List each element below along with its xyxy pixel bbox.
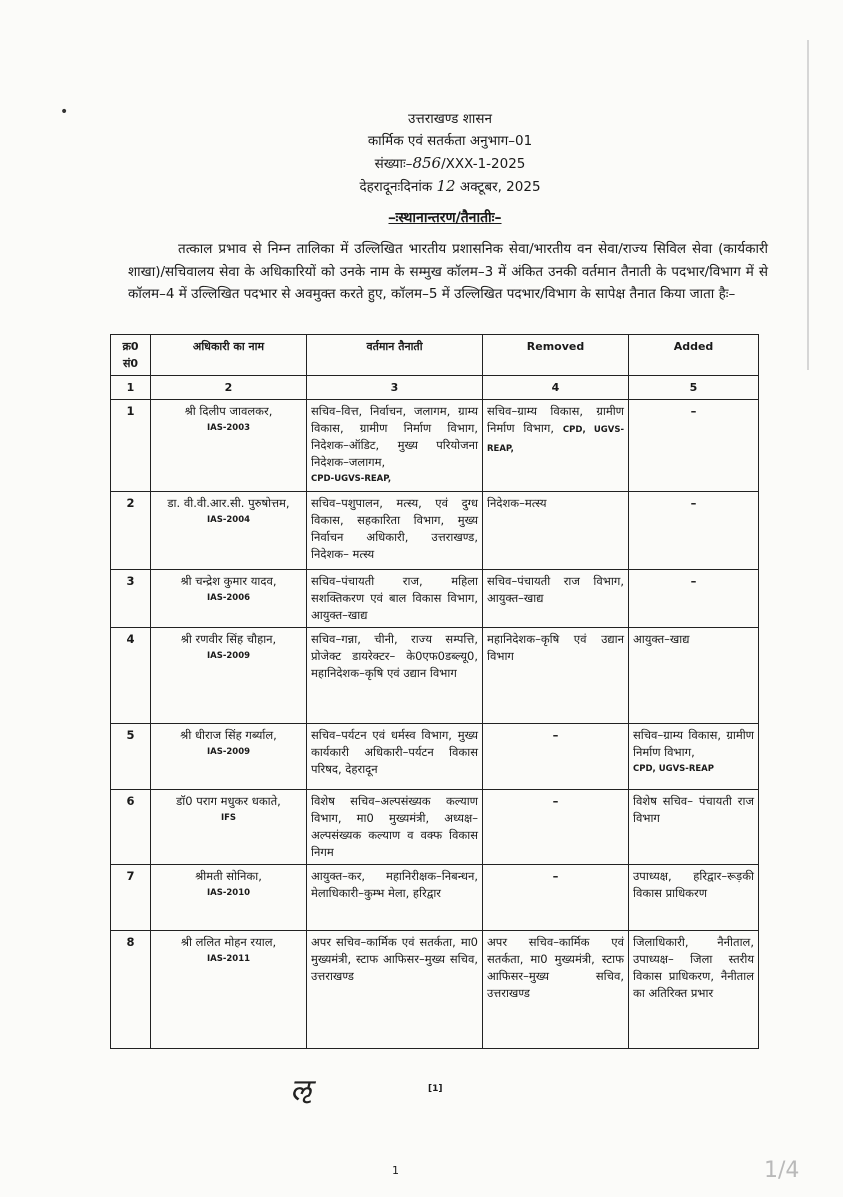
intro-paragraph: तत्काल प्रभाव से निम्न तालिका में उल्लिखित भारतीय प्रशासनिक सेवा/भारतीय वन सेवा/राज्य सिविल सेवा (कार्यकारी शाखा)/सचिवालय सेवा के अधिकारियों को उनके नाम के सम्मुख कॉलम–3 में अंकित उनकी वर्तमान तैनाती के पदभार/विभाग में से कॉलम–4 में उल्लिखित पदभार से अवमुक्त करते हुए, कॉलम–5 में उल्लिखित पदभार/विभाग के सापेक्ष तैनात किया जाता हैः–	[128, 241, 768, 302]
table-header-row	[111, 335, 759, 376]
handwritten-number: 856	[412, 154, 442, 172]
service-batch: IAS-2003	[206, 423, 251, 433]
header-current-posting: वर्तमान तैनाती	[307, 335, 483, 376]
officer-name: श्रीमती सोनिका,	[195, 869, 262, 883]
serial-number: 7	[111, 865, 151, 931]
reference-number: संख्याः–856/XXX-1-2025	[374, 154, 526, 172]
current-posting: सचिव–पर्यटन एवं धर्मस्व विभाग, मुख्य कार्यकारी अधिकारी–पर्यटन विकास परिषद, देहरादून	[307, 724, 483, 790]
service-batch: IAS-2004	[206, 515, 251, 525]
serial-number: 3	[111, 570, 151, 628]
removed-charge: –	[483, 790, 629, 865]
current-posting: सचिव–पशुपालन, मत्स्य, एवं दुग्ध विकास, सहकारिता विभाग, मुख्य निर्वाचन अधिकारी, उत्तराखण्ड, निदेशक– मत्स्य	[307, 492, 483, 570]
current-posting: सचिव–पंचायती राज, महिला सशक्तिकरण एवं बाल विकास विभाग, आयुक्त–खाद्य	[307, 570, 483, 628]
added-charge: –	[629, 570, 759, 628]
officer-name: श्री धीराज सिंह गर्ब्याल,	[180, 728, 277, 742]
service-batch: IAS-2009	[206, 747, 251, 757]
table-row	[111, 492, 759, 570]
added-charge: उपाध्यक्ष, हरिद्वार–रूड़की विकास प्राधिकरण	[629, 865, 759, 931]
serial-number: 6	[111, 790, 151, 865]
officer-cell	[151, 724, 307, 790]
header-officer-name: अधिकारी का नाम	[151, 335, 307, 376]
column-number: 4	[483, 376, 629, 400]
header-added: Added	[629, 335, 759, 376]
column-number-row	[111, 376, 759, 400]
officer-cell	[151, 570, 307, 628]
transfer-table	[110, 334, 759, 1049]
service-batch: IAS-2006	[206, 593, 251, 603]
officer-name: श्री ललित मोहन रयाल,	[180, 935, 277, 949]
officer-cell	[151, 628, 307, 724]
government-name: उत्तराखण्ड शासन	[407, 111, 492, 127]
column-number: 1	[111, 376, 151, 400]
added-charge: जिलाधिकारी, नैनीताल, उपाध्यक्ष– जिला स्तरीय विकास प्राधिकरण, नैनीताल का अतिरिक्त प्रभार	[629, 931, 759, 1049]
service-batch: IAS-2009	[206, 651, 251, 661]
serial-number: 4	[111, 628, 151, 724]
serial-number: 8	[111, 931, 151, 1049]
officer-name: डा. वी.वी.आर.सी. पुरुषोत्तम,	[167, 496, 290, 510]
officer-name: श्री चन्द्रेश कुमार यादव,	[180, 574, 277, 588]
current-posting: आयुक्त–कर, महानिरीक्षक–निबन्धन, मेलाधिकारी–कुम्भ मेला, हरिद्वार	[307, 865, 483, 931]
table-row	[111, 790, 759, 865]
removed-charge: सचिव–पंचायती राज विभाग, आयुक्त–खाद्य	[483, 570, 629, 628]
officer-name: डॉ0 पराग मधुकर धकाते,	[176, 794, 281, 808]
officer-cell	[151, 492, 307, 570]
removed-charge: अपर सचिव–कार्मिक एवं सतर्कता, मा0 मुख्यमंत्री, स्टाफ आफिसर–मुख्य सचिव, उत्तराखण्ड	[483, 931, 629, 1049]
current-posting: सचिव–वित्त, निर्वाचन, जलागम, ग्राम्य विकास, ग्रामीण निर्माण विभाग, निदेशक–ऑडिट, मुख्य परियोजना निदेशक–जलागम, CPD-UGVS-REAP,	[307, 400, 483, 492]
column-number: 5	[629, 376, 759, 400]
serial-number: 1	[111, 400, 151, 492]
removed-charge: –	[483, 865, 629, 931]
officer-cell	[151, 400, 307, 492]
table-row	[111, 628, 759, 724]
handwritten-date: 12	[436, 177, 456, 195]
signature: ऌ	[290, 1073, 311, 1108]
added-charge: –	[629, 400, 759, 492]
current-posting: विशेष सचिव–अल्पसंख्यक कल्याण विभाग, मा0 मुख्यमंत्री, अध्यक्ष– अल्पसंख्यक कल्याण व वक्फ विकास निगम	[307, 790, 483, 865]
added-charge: सचिव–ग्राम्य विकास, ग्रामीण निर्माण विभाग, CPD, UGVS-REAP	[629, 724, 759, 790]
table-body	[111, 400, 759, 1049]
table-row	[111, 931, 759, 1049]
officer-name: श्री दिलीप जावलकर,	[184, 404, 273, 418]
removed-charge: –	[483, 724, 629, 790]
column-number: 3	[307, 376, 483, 400]
officer-cell	[151, 790, 307, 865]
page-number: 1	[392, 1164, 399, 1177]
sheet-mark: [1]	[428, 1084, 443, 1094]
officer-name: श्री रणवीर सिंह चौहान,	[180, 632, 277, 646]
table-row	[111, 724, 759, 790]
page-edge-shadow	[807, 40, 809, 370]
table-row	[111, 400, 759, 492]
header-removed: Removed	[483, 335, 629, 376]
table-row	[111, 865, 759, 931]
order-subject: –ःस्थानान्तरण/तैनातीः–	[388, 210, 502, 226]
header-serial: क्र0 सं0	[111, 335, 151, 376]
removed-charge: महानिदेशक–कृषि एवं उद्यान विभाग	[483, 628, 629, 724]
added-charge: विशेष सचिव– पंचायती राज विभाग	[629, 790, 759, 865]
added-charge: –	[629, 492, 759, 570]
table-row	[111, 570, 759, 628]
service-batch: IAS-2010	[206, 888, 251, 898]
current-posting-code: CPD-UGVS-REAP,	[311, 474, 392, 484]
margin-mark: •	[60, 104, 69, 120]
order-header	[300, 108, 600, 198]
column-number: 2	[151, 376, 307, 400]
officer-cell	[151, 931, 307, 1049]
department-name: कार्मिक एवं सतर्कता अनुभाग–01	[367, 133, 533, 149]
added-charge: आयुक्त–खाद्य	[629, 628, 759, 724]
page-counter: 1/4	[764, 1158, 800, 1183]
order-date: देहरादूनःदिनांक 12 अक्टूबर, 2025	[359, 177, 541, 195]
removed-charge: निदेशक–मत्स्य	[483, 492, 629, 570]
service-batch: IFS	[220, 813, 237, 823]
current-posting: अपर सचिव–कार्मिक एवं सतर्कता, मा0 मुख्यमंत्री, स्टाफ आफिसर–मुख्य सचिव, उत्तराखण्ड	[307, 931, 483, 1049]
removed-charge: सचिव–ग्राम्य विकास, ग्रामीण निर्माण विभाग, CPD, UGVS-REAP,	[483, 400, 629, 492]
added-charge-code: CPD, UGVS-REAP	[633, 764, 714, 774]
service-batch: IAS-2011	[206, 954, 251, 964]
removed-charge-code: CPD, UGVS-REAP,	[487, 425, 624, 454]
serial-number: 2	[111, 492, 151, 570]
current-posting: सचिव–गन्ना, चीनी, राज्य सम्पत्ति, प्रोजेक्ट डायरेक्टर– के0एफ0डब्ल्यू0, महानिदेशक–कृषि एवं उद्यान विभाग	[307, 628, 483, 724]
officer-cell	[151, 865, 307, 931]
serial-number: 5	[111, 724, 151, 790]
